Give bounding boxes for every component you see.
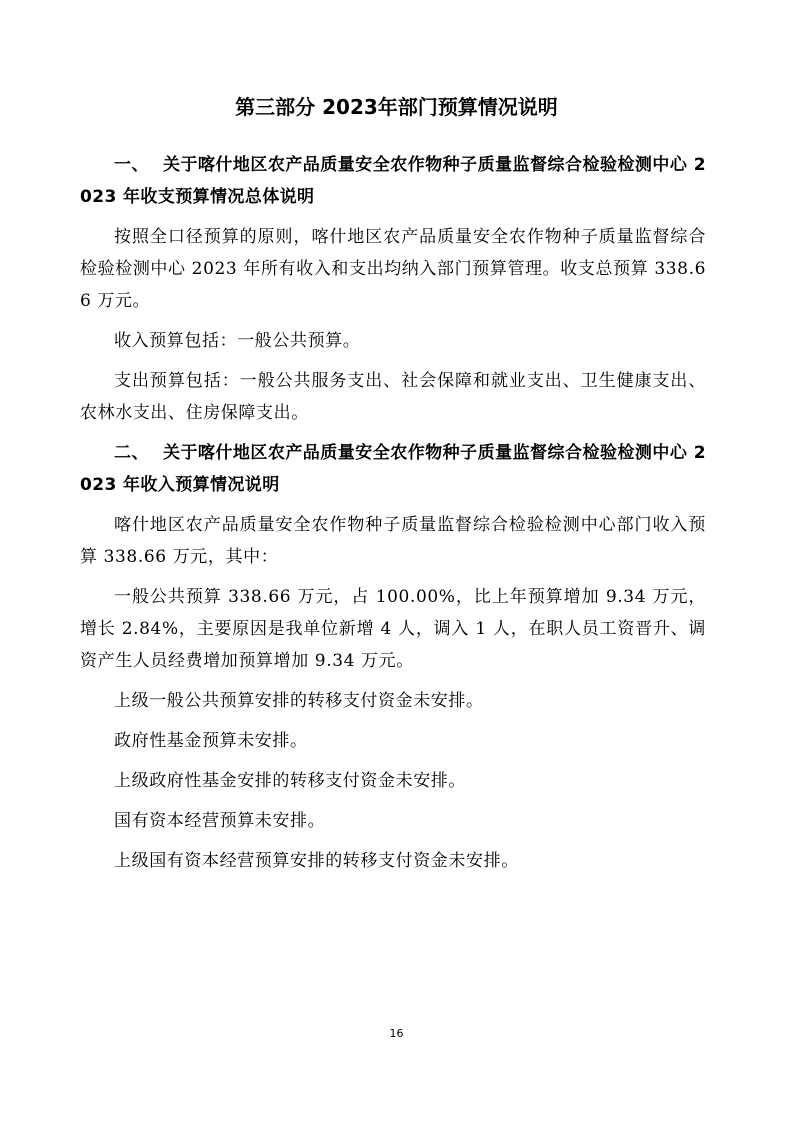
page-number: 16 bbox=[389, 1027, 404, 1040]
paragraph-transfer-state-capital: 上级国有资本经营预算安排的转移支付资金未安排。 bbox=[114, 851, 519, 871]
paragraph-fund-budget: 政府性基金预算未安排。 bbox=[114, 731, 308, 751]
paragraph-expenditure-scope: 支出预算包括：一般公共服务支出、社会保障和就业支出、卫生健康支出、农林水支出、住房保障支出。 bbox=[80, 371, 706, 423]
section-number-2: 二、 bbox=[114, 443, 149, 463]
paragraph-transfer-fund: 上级政府性基金安排的转移支付资金未安排。 bbox=[114, 771, 466, 791]
paragraph-income-scope: 收入预算包括：一般公共预算。 bbox=[114, 331, 361, 351]
section-heading-2 bbox=[80, 437, 706, 501]
paragraph-general-budget: 一般公共预算 338.66 万元，占 100.00%，比上年预算增加 9.34 万元，增长 2.84%，主要原因是我单位新增 4 人，调入 1 人，在职人员工资晋升、调资产生人员经费增加预算增加 9.34 万元。 bbox=[80, 587, 706, 671]
paragraph-income-total: 喀什地区农产品质量安全农作物种子质量监督综合检验检测中心部门收入预算 338.66 万元，其中： bbox=[80, 515, 706, 567]
paragraph-state-capital: 国有资本经营预算未安排。 bbox=[114, 811, 326, 831]
section-number-1: 一、 bbox=[114, 155, 149, 175]
section-heading-1 bbox=[80, 149, 706, 213]
section-heading-text-2: 关于喀什地区农产品质量安全农作物种子质量监督综合检验检测中心 2023 年收入预算情况说明 bbox=[80, 443, 706, 495]
section-heading-text-1: 关于喀什地区农产品质量安全农作物种子质量监督综合检验检测中心 2023 年收支预算情况总体说明 bbox=[80, 155, 706, 207]
paragraph-transfer-general: 上级一般公共预算安排的转移支付资金未安排。 bbox=[114, 691, 484, 711]
document-title: 第三部分 2023年部门预算情况说明 bbox=[235, 95, 558, 119]
paragraph-budget-principle: 按照全口径预算的原则，喀什地区农产品质量安全农作物种子质量监督综合检验检测中心 2023 年所有收入和支出均纳入部门预算管理。收支总预算 338.66 万元。 bbox=[80, 227, 706, 311]
document-body bbox=[80, 149, 706, 885]
